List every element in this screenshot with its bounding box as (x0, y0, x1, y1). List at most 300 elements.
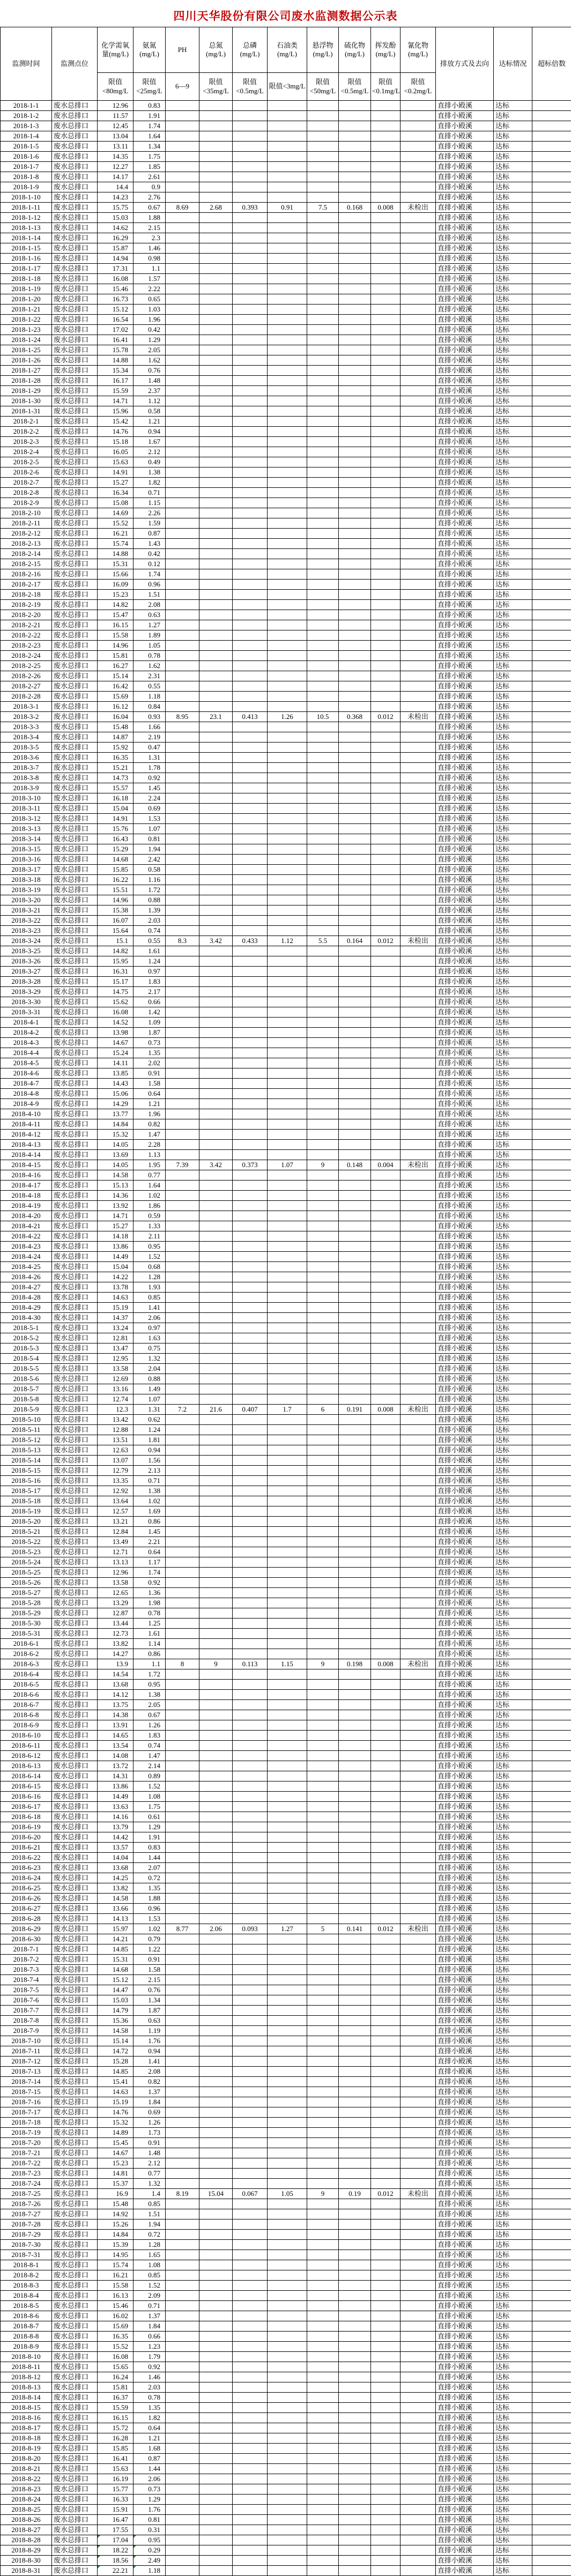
cell-tn (199, 447, 233, 457)
cell-ss (307, 1354, 339, 1364)
cell-compliance: 达标 (494, 1140, 532, 1150)
cell-compliance: 达标 (494, 1364, 532, 1374)
cell-exceed (532, 1313, 571, 1323)
col-header-discharge: 排放方式及去向 (436, 27, 494, 101)
cell-sulfide (339, 1669, 371, 1680)
cell-ph (166, 1588, 199, 1598)
cell-cod: 14.94 (98, 254, 134, 264)
cell-exceed (532, 2362, 571, 2372)
cell-tp (233, 1598, 268, 1608)
cell-tp (233, 1150, 268, 1160)
cell-date: 2018-8-2 (1, 2270, 52, 2281)
cell-sulfide (339, 406, 371, 417)
cell-point: 废水总排口 (52, 875, 98, 885)
cell-compliance: 达标 (494, 1955, 532, 1965)
cell-ph (166, 2372, 199, 2382)
cell-cod: 16.08 (98, 2352, 134, 2362)
cell-nh3: 1.95 (134, 1160, 166, 1170)
cell-cod: 13.72 (98, 1761, 134, 1771)
cell-exceed (532, 2077, 571, 2087)
cell-discharge: 直排小殿溪 (436, 956, 494, 967)
cell-sulfide (339, 732, 371, 743)
cell-cod: 15.27 (98, 478, 134, 488)
cell-nh3: 0.81 (134, 834, 166, 844)
table-row (1, 1588, 571, 1598)
cell-discharge: 直排小殿溪 (436, 111, 494, 121)
cell-oil: 1.12 (268, 936, 307, 946)
cell-exceed (532, 824, 571, 834)
cell-point: 废水总排口 (52, 1119, 98, 1130)
cell-nh3: 1.08 (134, 1792, 166, 1802)
cell-nh3: 0.68 (134, 1262, 166, 1272)
cell-compliance: 达标 (494, 865, 532, 875)
cell-tp (233, 1445, 268, 1456)
cell-point: 废水总排口 (52, 1741, 98, 1751)
cell-cyanide (401, 2393, 436, 2403)
cell-tn (199, 1537, 233, 1547)
cell-phenol (371, 1089, 401, 1099)
cell-tn (199, 1181, 233, 1191)
cell-sulfide (339, 1527, 371, 1537)
cell-tp (233, 2403, 268, 2413)
cell-date: 2018-6-26 (1, 1894, 52, 1904)
cell-point: 废水总排口 (52, 1201, 98, 1211)
cell-ss (307, 2474, 339, 2484)
cell-tn (199, 274, 233, 284)
cell-oil (268, 956, 307, 967)
cell-tn (199, 865, 233, 875)
cell-exceed (532, 2505, 571, 2515)
cell-oil (268, 2087, 307, 2097)
cell-tp (233, 2382, 268, 2393)
cell-point: 废水总排口 (52, 264, 98, 274)
cell-discharge: 直排小殿溪 (436, 2515, 494, 2525)
cell-nh3: 0.69 (134, 2107, 166, 2118)
cell-nh3: 0.86 (134, 1517, 166, 1527)
table-row (1, 284, 571, 294)
cell-exceed (532, 2464, 571, 2474)
table-row (1, 2464, 571, 2474)
cell-point: 废水总排口 (52, 274, 98, 284)
cell-oil (268, 254, 307, 264)
table-row (1, 1629, 571, 1639)
cell-date: 2018-1-24 (1, 335, 52, 345)
cell-discharge: 直排小殿溪 (436, 2158, 494, 2169)
cell-discharge: 直排小殿溪 (436, 1364, 494, 1374)
cell-oil (268, 2138, 307, 2148)
cell-ss (307, 284, 339, 294)
cell-tn: 2.68 (199, 203, 233, 213)
cell-cyanide (401, 875, 436, 885)
cell-sulfide (339, 1506, 371, 1517)
cell-tn (199, 2118, 233, 2128)
cell-nh3: 1.38 (134, 1690, 166, 1700)
cell-phenol (371, 2423, 401, 2433)
cell-discharge: 直排小殿溪 (436, 417, 494, 427)
cell-oil (268, 396, 307, 406)
cell-tp (233, 488, 268, 498)
cell-ss (307, 2107, 339, 2118)
table-row (1, 2128, 571, 2138)
cell-tp (233, 1710, 268, 1720)
cell-ph (166, 1415, 199, 1425)
col-header-cod: 化学需氧量(mg/L) (98, 27, 134, 73)
cell-nh3: 0.83 (134, 101, 166, 111)
cell-ss (307, 2505, 339, 2515)
cell-point: 废水总排口 (52, 926, 98, 936)
cell-ss (307, 1445, 339, 1456)
cell-tn (199, 2301, 233, 2311)
cell-exceed (532, 1517, 571, 1527)
cell-phenol (371, 2128, 401, 2138)
table-row (1, 2016, 571, 2026)
cell-point: 废水总排口 (52, 855, 98, 865)
cell-nh3: 0.59 (134, 1211, 166, 1221)
cell-date: 2018-4-13 (1, 1140, 52, 1150)
cell-compliance: 达标 (494, 2525, 532, 2535)
cell-date: 2018-5-14 (1, 1456, 52, 1466)
cell-exceed (532, 376, 571, 386)
cell-tp (233, 447, 268, 457)
cell-ph (166, 152, 199, 162)
cell-nh3: 0.55 (134, 681, 166, 692)
table-row (1, 1262, 571, 1272)
cell-ss (307, 1985, 339, 1995)
col-header-cyanide: 氰化物(mg/L) (401, 27, 436, 73)
cell-phenol (371, 1048, 401, 1058)
cell-tp (233, 590, 268, 600)
cell-phenol (371, 1262, 401, 1272)
cell-discharge: 直排小殿溪 (436, 223, 494, 233)
cell-exceed (532, 1792, 571, 1802)
cell-nh3: 0.85 (134, 2270, 166, 2281)
cell-compliance: 达标 (494, 1170, 532, 1181)
cell-nh3: 1.52 (134, 1252, 166, 1262)
cell-nh3: 1.14 (134, 1639, 166, 1649)
cell-oil (268, 1181, 307, 1191)
cell-cyanide (401, 172, 436, 182)
cell-discharge: 直排小殿溪 (436, 1405, 494, 1415)
table-row (1, 1557, 571, 1568)
cell-tp (233, 763, 268, 773)
table-row (1, 223, 571, 233)
cell-exceed (532, 1333, 571, 1343)
cell-tp (233, 743, 268, 753)
cell-ph (166, 793, 199, 804)
cell-discharge: 直排小殿溪 (436, 620, 494, 630)
cell-exceed (532, 620, 571, 630)
cell-oil (268, 559, 307, 569)
cell-tp (233, 855, 268, 865)
cell-date: 2018-3-2 (1, 712, 52, 722)
cell-ss (307, 987, 339, 997)
cell-discharge: 直排小殿溪 (436, 1506, 494, 1517)
cell-tp (233, 1568, 268, 1578)
cell-tp (233, 1985, 268, 1995)
cell-compliance: 达标 (494, 203, 532, 213)
cell-tn (199, 1018, 233, 1028)
cell-exceed (532, 763, 571, 773)
cell-cod: 16.42 (98, 681, 134, 692)
cell-ss (307, 1751, 339, 1761)
cell-ph (166, 620, 199, 630)
table-row (1, 1466, 571, 1476)
cell-date: 2018-8-20 (1, 2454, 52, 2464)
cell-ph (166, 1904, 199, 1914)
cell-tp (233, 1089, 268, 1099)
cell-tn (199, 488, 233, 498)
cell-discharge: 直排小殿溪 (436, 1028, 494, 1038)
cell-phenol (371, 1303, 401, 1313)
table-row (1, 1924, 571, 1934)
cell-tp (233, 2556, 268, 2566)
cell-phenol (371, 1649, 401, 1659)
cell-tn (199, 1303, 233, 1313)
cell-exceed (532, 1822, 571, 1832)
cell-cyanide (401, 2321, 436, 2332)
cell-phenol (371, 2291, 401, 2301)
cell-exceed (532, 396, 571, 406)
cell-cyanide (401, 1792, 436, 1802)
cell-tp (233, 1904, 268, 1914)
cell-discharge: 直排小殿溪 (436, 152, 494, 162)
cell-point: 废水总排口 (52, 315, 98, 325)
cell-tp (233, 1109, 268, 1119)
cell-cyanide (401, 498, 436, 508)
cell-exceed (532, 875, 571, 885)
cell-sulfide (339, 804, 371, 814)
cell-ph (166, 1934, 199, 1944)
cell-oil (268, 855, 307, 865)
cell-tn (199, 1242, 233, 1252)
cell-phenol (371, 1853, 401, 1863)
cell-nh3: 0.92 (134, 2362, 166, 2372)
cell-tp (233, 651, 268, 661)
cell-sulfide (339, 865, 371, 875)
cell-exceed (532, 2107, 571, 2118)
cell-ph (166, 1700, 199, 1710)
cell-nh3: 1.02 (134, 1191, 166, 1201)
cell-phenol (371, 569, 401, 580)
cell-ph (166, 406, 199, 417)
cell-date: 2018-3-4 (1, 732, 52, 743)
cell-date: 2018-3-13 (1, 824, 52, 834)
cell-nh3: 1.1 (134, 1659, 166, 1669)
cell-discharge: 直排小殿溪 (436, 1415, 494, 1425)
cell-ss: 6 (307, 1405, 339, 1415)
cell-exceed (532, 1170, 571, 1181)
cell-exceed (532, 1924, 571, 1934)
cell-exceed (532, 1720, 571, 1731)
cell-tp (233, 865, 268, 875)
cell-phenol (371, 651, 401, 661)
cell-tn (199, 692, 233, 702)
cell-tp (233, 2545, 268, 2556)
cell-oil (268, 457, 307, 467)
cell-oil (268, 2209, 307, 2219)
cell-ss (307, 2525, 339, 2535)
cell-cyanide (401, 1343, 436, 1354)
cell-phenol (371, 1506, 401, 1517)
cell-compliance: 达标 (494, 2393, 532, 2403)
cell-oil (268, 1731, 307, 1741)
cell-cod: 13.24 (98, 1323, 134, 1333)
cell-tn (199, 2352, 233, 2362)
cell-sulfide (339, 315, 371, 325)
cell-exceed (532, 1761, 571, 1771)
cell-cod: 15.74 (98, 2260, 134, 2270)
cell-cyanide (401, 559, 436, 569)
cell-discharge: 直排小殿溪 (436, 1639, 494, 1649)
cell-tn (199, 1934, 233, 1944)
cell-compliance: 达标 (494, 1904, 532, 1914)
cell-cyanide (401, 641, 436, 651)
cell-point: 废水总排口 (52, 865, 98, 875)
cell-cod: 14.16 (98, 1812, 134, 1822)
cell-tp (233, 2525, 268, 2535)
cell-tn (199, 630, 233, 641)
cell-date: 2018-2-1 (1, 417, 52, 427)
cell-compliance: 达标 (494, 2138, 532, 2148)
cell-cyanide (401, 1802, 436, 1812)
cell-discharge: 直排小殿溪 (436, 1608, 494, 1619)
cell-tp (233, 1669, 268, 1680)
cell-tn (199, 111, 233, 121)
cell-point: 废水总排口 (52, 1720, 98, 1731)
cell-nh3: 1.56 (134, 1456, 166, 1466)
cell-tn (199, 1649, 233, 1659)
cell-ph (166, 2464, 199, 2474)
cell-tp (233, 824, 268, 834)
cell-discharge: 直排小殿溪 (436, 1058, 494, 1068)
cell-tp (233, 1822, 268, 1832)
cell-tn (199, 508, 233, 518)
cell-tp (233, 213, 268, 223)
cell-compliance: 达标 (494, 2016, 532, 2026)
cell-discharge: 直排小殿溪 (436, 875, 494, 885)
cell-exceed (532, 2209, 571, 2219)
cell-phenol (371, 1669, 401, 1680)
cell-tn (199, 1680, 233, 1690)
cell-date: 2018-5-26 (1, 1578, 52, 1588)
cell-discharge: 直排小殿溪 (436, 1109, 494, 1119)
cell-nh3: 0.82 (134, 2077, 166, 2087)
cell-cod: 15.97 (98, 1924, 134, 1934)
cell-sulfide (339, 1598, 371, 1608)
cell-exceed (532, 1007, 571, 1018)
cell-cod: 12.65 (98, 1588, 134, 1598)
cell-tn (199, 1425, 233, 1435)
table-row (1, 559, 571, 569)
cell-ph (166, 2230, 199, 2240)
cell-sulfide (339, 1720, 371, 1731)
cell-ss (307, 1058, 339, 1068)
cell-ss (307, 2352, 339, 2362)
cell-ph: 8 (166, 1659, 199, 1669)
cell-cyanide (401, 2281, 436, 2291)
cell-oil (268, 162, 307, 172)
cell-tn (199, 1883, 233, 1894)
cell-date: 2018-8-31 (1, 2566, 52, 2576)
cell-sulfide (339, 1588, 371, 1598)
cell-nh3: 2.14 (134, 1761, 166, 1771)
cell-cyanide (401, 1720, 436, 1731)
cell-date: 2018-2-3 (1, 437, 52, 447)
cell-nh3: 0.31 (134, 2525, 166, 2535)
cell-sulfide (339, 1792, 371, 1802)
cell-cyanide (401, 1731, 436, 1741)
cell-cod: 14.63 (98, 1293, 134, 1303)
cell-tn (199, 305, 233, 315)
cell-exceed (532, 1109, 571, 1119)
cell-exceed (532, 2179, 571, 2189)
cell-point: 废水总排口 (52, 1405, 98, 1415)
cell-sulfide (339, 1639, 371, 1649)
cell-cod: 13.42 (98, 1415, 134, 1425)
cell-compliance: 达标 (494, 376, 532, 386)
cell-ph (166, 2291, 199, 2301)
cell-exceed (532, 1221, 571, 1231)
cell-phenol (371, 233, 401, 243)
cell-cyanide (401, 2199, 436, 2209)
cell-point: 废水总排口 (52, 2107, 98, 2118)
cell-oil (268, 916, 307, 926)
cell-ph (166, 946, 199, 956)
cell-exceed (532, 264, 571, 274)
cell-sulfide (339, 1781, 371, 1792)
table-row (1, 692, 571, 702)
cell-tn (199, 1812, 233, 1822)
cell-cod: 18.56 (98, 2556, 134, 2566)
cell-ss (307, 2423, 339, 2433)
limit-ph: 6—9 (166, 73, 199, 101)
cell-tp (233, 702, 268, 712)
cell-sulfide (339, 1058, 371, 1068)
cell-tp (233, 1007, 268, 1018)
cell-nh3: 0.88 (134, 895, 166, 905)
cell-oil (268, 335, 307, 345)
cell-ph (166, 1303, 199, 1313)
cell-tn (199, 2423, 233, 2433)
cell-point: 废水总排口 (52, 2067, 98, 2077)
cell-oil (268, 1904, 307, 1914)
cell-compliance: 达标 (494, 284, 532, 294)
cell-point: 废水总排口 (52, 1303, 98, 1313)
cell-tp: 0.373 (233, 1160, 268, 1170)
cell-tp (233, 783, 268, 793)
cell-cod: 15.69 (98, 692, 134, 702)
cell-tp (233, 1802, 268, 1812)
cell-tn (199, 1741, 233, 1751)
cell-tp (233, 895, 268, 905)
cell-exceed (532, 2495, 571, 2505)
cell-phenol (371, 1741, 401, 1751)
cell-exceed (532, 580, 571, 590)
cell-nh3: 0.95 (134, 1242, 166, 1252)
cell-date: 2018-4-20 (1, 1211, 52, 1221)
cell-cod: 13.04 (98, 131, 134, 142)
cell-date: 2018-2-25 (1, 661, 52, 671)
cell-ph (166, 661, 199, 671)
cell-ph (166, 1058, 199, 1068)
cell-oil (268, 2270, 307, 2281)
cell-oil (268, 1303, 307, 1313)
cell-tn (199, 162, 233, 172)
cell-ss (307, 396, 339, 406)
cell-ss (307, 2199, 339, 2209)
cell-ph (166, 1181, 199, 1191)
cell-exceed (532, 1914, 571, 1924)
